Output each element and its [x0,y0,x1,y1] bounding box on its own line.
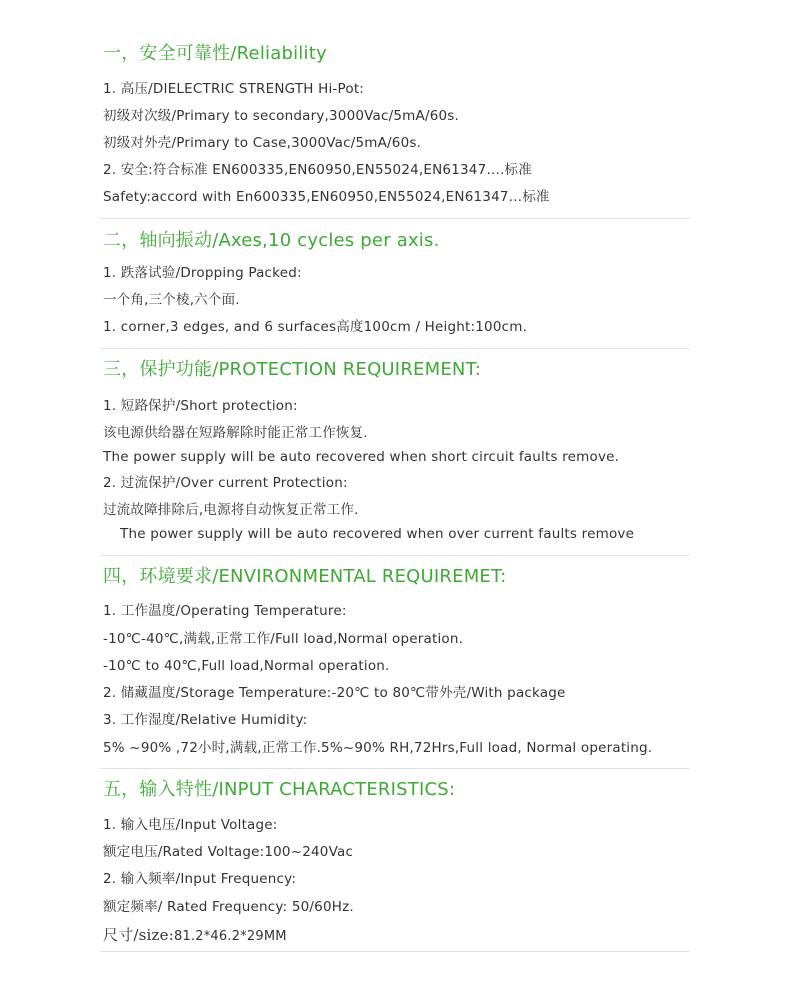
section-3-line-4: 2. 过流保护/Over current Protection: [103,475,348,491]
size-label: 尺寸/size: [103,926,174,944]
section-3-heading: 三，保护功能/PROTECTION REQUIREMENT: [103,359,482,380]
section-3-line-5: 过流故障排除后,电源将自动恢复正常工作. [103,502,359,518]
section-3-line-1: 1. 短路保护/Short protection: [103,398,298,414]
section-2-line-3: 1. corner,3 edges, and 6 surfaces高度100cm / Height:100cm. [103,319,528,335]
section-5-line-4: 额定频率/ Rated Frequency: 50/60Hz. [103,899,354,915]
section-4-line-4: 2. 储藏温度/Storage Temperature:-20℃ to 80℃带外壳/With package [103,685,566,701]
section-3-line-3: The power supply will be auto recovered when short circuit faults remove. [103,449,620,465]
section-1-line-3: 初级对外壳/Primary to Case,3000Vac/5mA/60s. [103,135,422,151]
section-1-line-1: 1. 高压/DIELECTRIC STRENGTH Hi-Pot: [103,81,365,97]
section-4-line-2: -10℃-40℃,满载,正常工作/Full load,Normal operation. [103,631,464,647]
section-4-line-6: 5% ~90% ,72小时,满载,正常工作.5%~90% RH,72Hrs,Full load, Normal operating. [103,740,653,756]
section-1-line-4: 2. 安全:符合标准 EN600335,EN60950,EN55024,EN61347….标准 [103,162,532,178]
section-2-heading: 二，轴向振动/Axes,10 cycles per axis. [103,230,440,251]
section-divider [100,951,690,952]
section-4-line-5: 3. 工作湿度/Relative Humidity: [103,712,308,728]
size-value: 81.2*46.2*29MM [173,929,287,944]
section-divider [100,555,690,556]
section-5-line-3: 2. 输入频率/Input Frequency: [103,871,297,887]
section-5-line-1: 1. 输入电压/Input Voltage: [103,817,278,833]
section-4-heading: 四，环境要求/ENVIRONMENTAL REQUIREMET: [103,566,507,587]
section-4-line-1: 1. 工作温度/Operating Temperature: [103,603,347,619]
section-3-line-6: The power supply will be auto recovered when over current faults remove [120,526,635,542]
section-5-line-2: 额定电压/Rated Voltage:100~240Vac [103,844,354,860]
section-3-line-2: 该电源供给器在短路解除时能正常工作恢复. [103,425,368,441]
section-divider [100,768,690,769]
section-2-line-1: 1. 跌落试验/Dropping Packed: [103,265,302,281]
section-5-heading: 五，输入特性/INPUT CHARACTERISTICS: [103,779,456,800]
section-divider [100,218,690,219]
size-line [103,925,287,947]
section-1-line-2: 初级对次级/Primary to secondary,3000Vac/5mA/60s. [103,108,460,124]
section-2-line-2: 一个角,三个棱,六个面. [103,292,240,308]
section-divider [100,348,690,349]
section-1-line-5: Safety:accord with En600335,EN60950,EN55024,EN61347…标准 [103,189,550,205]
section-4-line-3: -10℃ to 40℃,Full load,Normal operation. [103,658,390,674]
section-1-heading: 一，安全可靠性/Reliability [103,43,327,64]
